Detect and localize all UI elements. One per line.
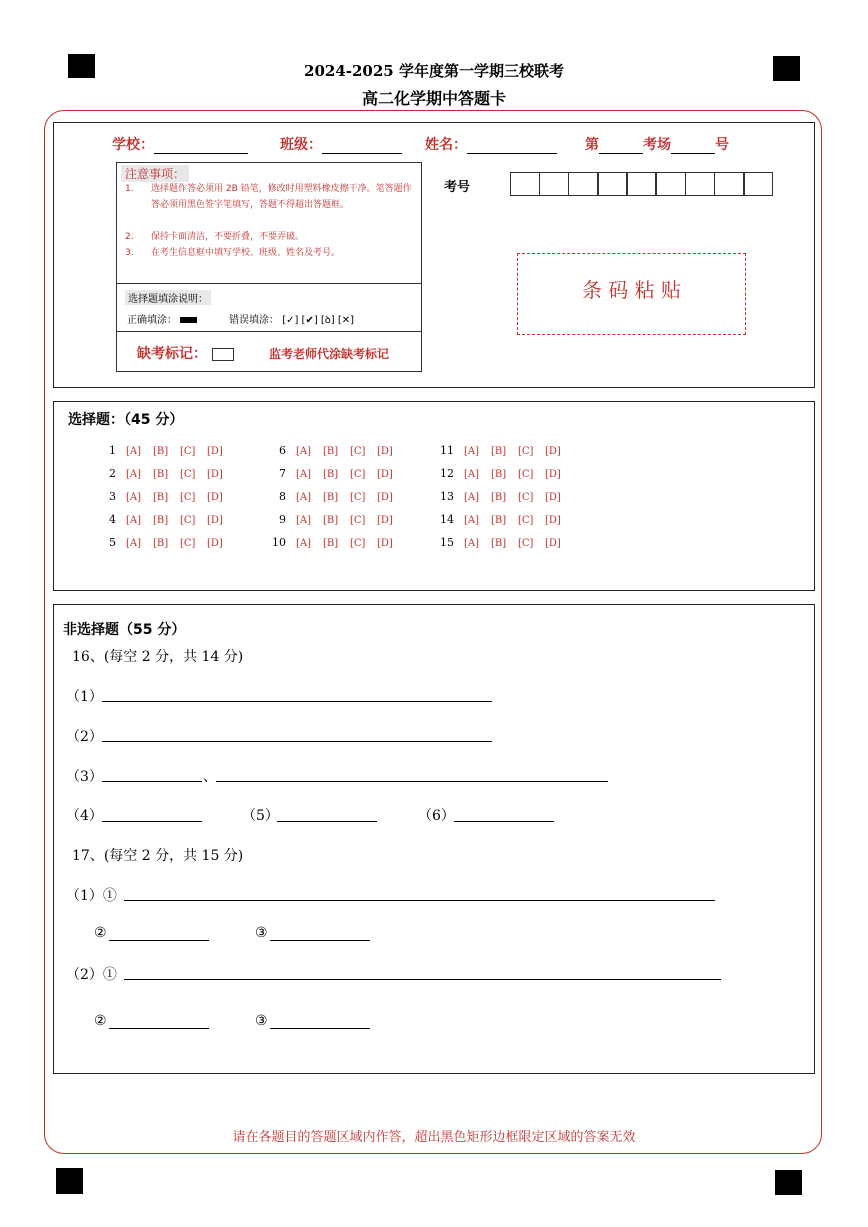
answer-bubble[interactable]: [D] — [377, 469, 393, 480]
fill-instruction-title: 选择题填涂说明： — [125, 290, 211, 305]
answer-bubble[interactable]: [D] — [207, 538, 223, 549]
q16-part-3-label: （3） — [66, 769, 103, 785]
answer-bubble[interactable]: [D] — [377, 492, 393, 503]
name-label: 姓名： — [425, 134, 557, 154]
answer-bubble[interactable]: [A] — [464, 538, 480, 549]
school-label: 学校： — [112, 134, 248, 154]
answer-bubble[interactable]: [A] — [464, 446, 480, 457]
q16-part-4-answer-line[interactable] — [102, 821, 202, 822]
q17-part-1-2-answer-line[interactable] — [109, 940, 209, 941]
question-number: 7 — [279, 467, 286, 480]
q16-part-3a-answer-line[interactable] — [102, 781, 202, 782]
exam-number-cell[interactable] — [568, 172, 598, 196]
question-number: 1 — [109, 444, 116, 457]
question-number: 2 — [109, 467, 116, 480]
answer-bubble[interactable]: [A] — [464, 492, 480, 503]
answer-bubble[interactable]: [B] — [153, 538, 169, 549]
choice-question-row — [100, 536, 234, 549]
answer-bubble[interactable]: [D] — [545, 492, 561, 503]
q17-part-2-2-answer-line[interactable] — [109, 1028, 209, 1029]
q17-header: 17、(每空 2 分，共 15 分) — [72, 848, 244, 864]
answer-bubble[interactable]: [A] — [126, 469, 142, 480]
notice-box — [116, 162, 422, 372]
exam-number-cell[interactable] — [627, 172, 657, 196]
question-number: 9 — [279, 513, 286, 526]
q17-part-1-2-label: ② — [94, 925, 107, 941]
choice-question-row — [438, 490, 572, 503]
question-number: 15 — [440, 536, 454, 549]
answer-bubble[interactable]: [A] — [126, 538, 142, 549]
q17-part-1-1-label: （1）① — [66, 888, 117, 904]
answer-bubble[interactable]: [D] — [545, 469, 561, 480]
question-number: 8 — [279, 490, 286, 503]
answer-bubble[interactable]: [A] — [464, 469, 480, 480]
answer-bubble[interactable]: [B] — [491, 446, 507, 457]
exam-number-cell[interactable] — [714, 172, 744, 196]
q17-part-1-3-label: ③ — [255, 925, 268, 941]
answer-bubble[interactable]: [C] — [518, 538, 534, 549]
answer-bubble[interactable]: [D] — [377, 446, 393, 457]
answer-bubble[interactable]: [B] — [153, 515, 169, 526]
footer-warning: 请在各题目的答题区域内作答，超出黑色矩形边框限定区域的答案无效 — [232, 1130, 636, 1145]
exam-number-cell[interactable] — [598, 172, 628, 196]
class-field[interactable] — [322, 139, 402, 154]
choice-section-title: 选择题：（45 分） — [68, 412, 184, 428]
answer-bubble[interactable]: [C] — [350, 446, 366, 457]
answer-bubble[interactable]: [C] — [518, 469, 534, 480]
card-title: 高二化学期中答题卡 — [361, 89, 506, 108]
answer-bubble[interactable]: [C] — [350, 538, 366, 549]
q17-part-2-2-label: ② — [94, 1013, 107, 1029]
answer-bubble[interactable]: [D] — [207, 492, 223, 503]
wrong-fill-example: 错误填涂： [✓] [✔] [ꝺ] [✕] — [229, 315, 355, 326]
question-number: 6 — [279, 444, 286, 457]
filled-bubble-icon — [180, 317, 197, 323]
question-number: 14 — [440, 513, 454, 526]
exam-number-cell[interactable] — [656, 172, 686, 196]
answer-bubble[interactable]: [B] — [323, 469, 339, 480]
answer-bubble[interactable]: [D] — [207, 446, 223, 457]
q16-part-6-label: （6） — [418, 808, 455, 824]
answer-bubble[interactable]: [B] — [153, 492, 169, 503]
answer-bubble[interactable]: [D] — [545, 446, 561, 457]
question-number: 4 — [109, 513, 116, 526]
answer-bubble[interactable]: [A] — [464, 515, 480, 526]
answer-bubble[interactable]: [D] — [207, 469, 223, 480]
exam-number-cell[interactable] — [744, 172, 774, 196]
q16-part-1-label: （1） — [66, 689, 103, 705]
answer-bubble[interactable]: [C] — [350, 492, 366, 503]
answer-bubble[interactable]: [D] — [207, 515, 223, 526]
answer-bubble[interactable]: [D] — [545, 538, 561, 549]
answer-bubble[interactable]: [B] — [323, 492, 339, 503]
question-number: 12 — [440, 467, 454, 480]
q16-part-5-label: （5） — [242, 808, 279, 824]
answer-bubble[interactable]: [C] — [350, 469, 366, 480]
q16-part-3b-answer-line[interactable] — [216, 781, 608, 782]
nonchoice-section-title: 非选择题（55 分） — [63, 622, 186, 638]
q16-part-4-label: （4） — [66, 808, 103, 824]
answer-bubble[interactable]: [B] — [323, 446, 339, 457]
exam-number-label: 考号 — [444, 180, 471, 195]
answer-bubble[interactable]: [D] — [545, 515, 561, 526]
absent-checkbox[interactable] — [212, 348, 234, 361]
answer-bubble[interactable]: [A] — [126, 446, 142, 457]
question-number: 10 — [272, 536, 286, 549]
choice-question-row — [270, 467, 404, 480]
q17-part-2-1-answer-line[interactable] — [124, 979, 721, 980]
q17-part-1-3-answer-line[interactable] — [270, 940, 370, 941]
question-number: 13 — [440, 490, 454, 503]
question-number: 11 — [440, 444, 454, 457]
choice-question-row — [100, 490, 234, 503]
choice-question-row — [100, 513, 234, 526]
absent-note: 监考老师代涂缺考标记 — [269, 347, 390, 361]
barcode-label: 条 码 粘 贴 — [581, 278, 682, 302]
q16-header: 16、(每空 2 分，共 14 分) — [72, 649, 244, 665]
answer-bubble[interactable]: [B] — [491, 469, 507, 480]
choice-question-row — [438, 513, 572, 526]
answer-bubble[interactable]: [C] — [180, 469, 196, 480]
answer-bubble[interactable]: [C] — [180, 492, 196, 503]
choice-question-row — [270, 444, 404, 457]
choice-question-row — [270, 513, 404, 526]
name-field[interactable] — [467, 139, 557, 154]
answer-bubble[interactable]: [D] — [377, 515, 393, 526]
notice-item-1: 1. 选择题作答必须用 2B 铅笔，修改时用塑料橡皮擦干净。笔答题作答必须用黑色签字笔填写，答题不得超出答题框。 — [125, 184, 412, 210]
question-number: 3 — [109, 490, 116, 503]
school-field[interactable] — [154, 139, 248, 154]
answer-bubble[interactable]: [D] — [377, 538, 393, 549]
exam-number-cell[interactable] — [539, 172, 569, 196]
notice-item-2: 2. 保持卡面清洁，不要折叠，不要弄破。 — [125, 232, 305, 242]
q16-part-5-answer-line[interactable] — [277, 821, 377, 822]
answer-bubble[interactable]: [B] — [491, 538, 507, 549]
answer-bubble[interactable]: [A] — [296, 492, 312, 503]
q16-part-3-separator: 、 — [203, 769, 217, 785]
barcode-area — [517, 253, 746, 335]
choice-question-row — [438, 444, 572, 457]
choice-question-row — [100, 467, 234, 480]
exam-number-cell[interactable] — [510, 172, 540, 196]
answer-bubble[interactable]: [C] — [518, 446, 534, 457]
answer-bubble[interactable]: [B] — [323, 538, 339, 549]
seat-field[interactable] — [671, 139, 715, 154]
answer-bubble[interactable]: [B] — [153, 446, 169, 457]
exam-room-label: 第 考场 号 — [585, 137, 729, 153]
question-number: 5 — [109, 536, 116, 549]
class-label: 班级： — [280, 134, 402, 154]
notice-title: 注意事项： — [121, 165, 189, 182]
answer-bubble[interactable]: [B] — [323, 515, 339, 526]
answer-bubble[interactable]: [B] — [491, 492, 507, 503]
q17-part-2-3-label: ③ — [255, 1013, 268, 1029]
q16-part-6-answer-line[interactable] — [454, 821, 554, 822]
answer-bubble[interactable]: [C] — [180, 515, 196, 526]
q17-part-2-1-label: （2）① — [66, 967, 117, 983]
answer-bubble[interactable]: [B] — [153, 469, 169, 480]
answer-bubble[interactable]: [A] — [296, 515, 312, 526]
q17-part-1-1-answer-line[interactable] — [124, 900, 715, 901]
choice-question-row — [100, 444, 234, 457]
absent-mark-row: 缺考标记： — [137, 343, 234, 363]
answer-bubble[interactable]: [C] — [180, 538, 196, 549]
registration-mark-bottom-left — [56, 1168, 83, 1194]
answer-bubble[interactable]: [C] — [518, 515, 534, 526]
answer-bubble[interactable]: [B] — [491, 515, 507, 526]
room-field[interactable] — [599, 139, 643, 154]
q17-part-2-3-answer-line[interactable] — [270, 1028, 370, 1029]
answer-bubble[interactable]: [A] — [296, 446, 312, 457]
notice-item-3: 3. 在考生信息框中填写学校、班级、姓名及考号。 — [125, 248, 341, 258]
exam-title: 2024-2025 学年度第一学期三校联考 — [304, 62, 564, 80]
q16-part-2-answer-line[interactable] — [102, 741, 492, 742]
answer-bubble[interactable]: [A] — [126, 515, 142, 526]
choice-question-row — [270, 490, 404, 503]
answer-bubble[interactable]: [C] — [180, 446, 196, 457]
exam-number-cell[interactable] — [685, 172, 715, 196]
choice-question-row — [438, 536, 572, 549]
q16-part-1-answer-line[interactable] — [102, 701, 492, 702]
choice-question-row — [270, 536, 404, 549]
q16-part-2-label: （2） — [66, 729, 103, 745]
registration-mark-bottom-right — [775, 1170, 802, 1195]
choice-question-row — [438, 467, 572, 480]
answer-bubble[interactable]: [C] — [350, 515, 366, 526]
nonchoice-section — [53, 604, 815, 1074]
answer-bubble[interactable]: [A] — [296, 469, 312, 480]
answer-bubble[interactable]: [A] — [126, 492, 142, 503]
answer-bubble[interactable]: [A] — [296, 538, 312, 549]
correct-fill-example: 正确填涂： — [127, 311, 197, 326]
answer-bubble[interactable]: [C] — [518, 492, 534, 503]
